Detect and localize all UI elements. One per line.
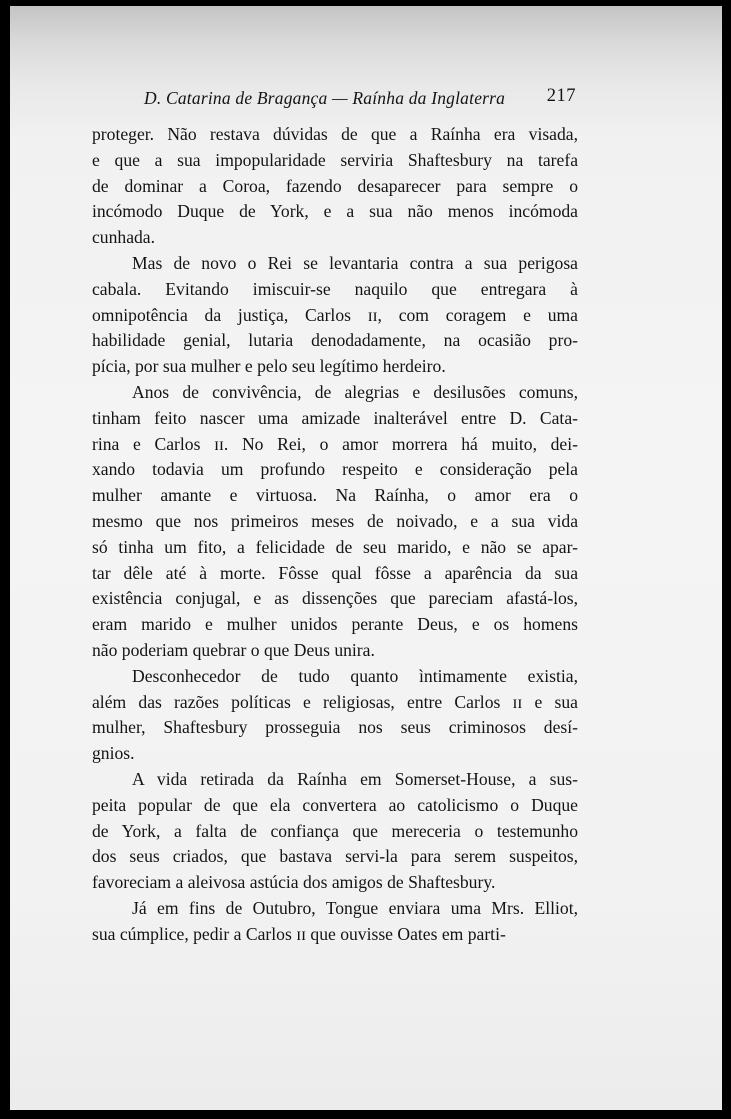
text-line: tinham feito nascer uma amizade inalterável entre D. Cata-: [92, 407, 578, 428]
text-line: gnios.: [92, 743, 135, 764]
text-line: Já em fins de Outubro, Tongue enviara uma Mrs. Elliot,: [132, 897, 578, 918]
text-line: sua cúmplice, pedir a Carlos ɪɪ que ouvisse Oates em parti-: [92, 923, 506, 944]
text-line: omnipotência da justiça, Carlos ɪɪ, com coragem e uma: [92, 304, 578, 325]
text-line: Anos de convivência, de alegrias e desilusões comuns,: [132, 381, 578, 402]
text-line: incómodo Duque de York, e a sua não menos incómoda: [92, 201, 578, 222]
text-line: e que a sua impopularidade serviria Shaftesbury na tarefa: [92, 149, 578, 170]
page-number: 217: [546, 86, 576, 106]
text-line: cunhada.: [92, 227, 156, 248]
text-line: mesmo que nos primeiros meses de noivado, e a sua vida: [92, 510, 578, 531]
text-line: mulher amante e virtuosa. Na Raínha, o amor era o: [92, 485, 578, 506]
paragraph: [92, 251, 578, 380]
scanned-page: [10, 6, 722, 1110]
text-line: xando todavia um profundo respeito e consideração pela: [92, 459, 578, 480]
text-line: além das razões políticas e religiosas, entre Carlos ɪɪ e sua: [92, 691, 578, 712]
text-line: existência conjugal, e as dissenções que pareciam afastá-los,: [92, 588, 578, 609]
text-line: proteger. Não restava dúvidas de que a Raínha era visada,: [92, 124, 578, 144]
text-line: tar dêle até à morte. Fôsse qual fôsse a aparência da sua: [92, 562, 578, 583]
text-line: peita popular de que ela convertera ao catolicismo o Duque: [92, 794, 578, 815]
text-line: habilidade genial, lutaria denodadamente, na ocasião pro-: [92, 330, 578, 351]
text-line: A vida retirada da Raínha em Somerset-House, a sus-: [132, 768, 578, 789]
book-page: [92, 74, 578, 948]
text-line: só tinha um fito, a felicidade de seu marido, e não se apar-: [92, 536, 578, 557]
running-header: [92, 74, 578, 122]
running-title: D. Catarina de Bragança — Raínha da Inglaterra: [144, 88, 506, 108]
body-text: [92, 122, 578, 948]
text-line: de dominar a Coroa, fazendo desaparecer para sempre o: [92, 175, 578, 196]
paragraph: [92, 380, 578, 664]
text-line: pícia, por sua mulher e pelo seu legítimo herdeiro.: [92, 356, 446, 377]
text-line: favoreciam a aleivosa astúcia dos amigos de Shaftesbury.: [92, 872, 496, 893]
text-line: dos seus criados, que bastava servi-la para serem suspeitos,: [92, 846, 578, 867]
paragraph: [92, 122, 578, 251]
text-line: mulher, Shaftesbury prosseguia nos seus criminosos desí-: [92, 717, 578, 738]
text-line: cabala. Evitando imiscuir-se naquilo que entregara à: [92, 278, 578, 299]
text-line: não poderiam quebrar o que Deus unira.: [92, 639, 375, 660]
text-line: Mas de novo o Rei se levantaria contra a sua perigosa: [132, 252, 578, 273]
paragraph: [92, 896, 578, 948]
text-line: rina e Carlos ɪɪ. No Rei, o amor morrera há muito, dei-: [92, 433, 578, 454]
paragraph: [92, 664, 578, 767]
paragraph: [92, 767, 578, 896]
text-line: eram marido e mulher unidos perante Deus, e os homens: [92, 614, 578, 635]
text-line: Desconhecedor de tudo quanto ìntimamente existia,: [132, 665, 578, 686]
text-line: de York, a falta de confiança que mereceria o testemunho: [92, 820, 578, 841]
